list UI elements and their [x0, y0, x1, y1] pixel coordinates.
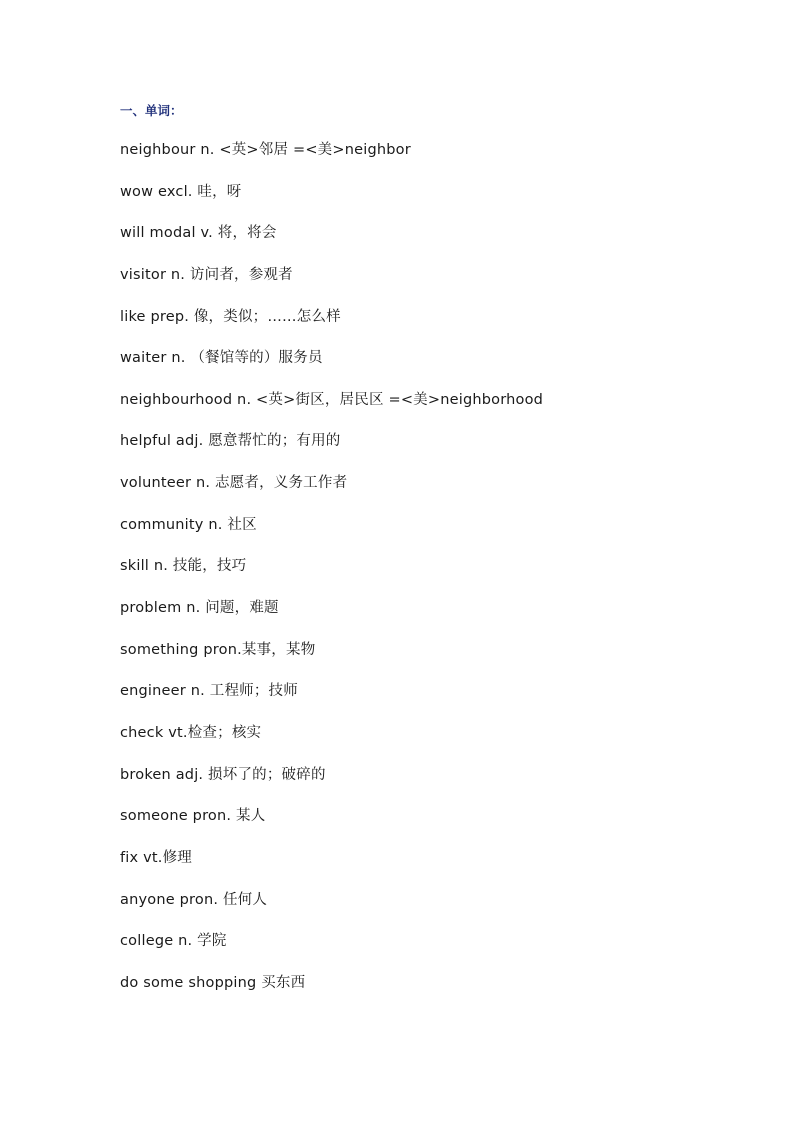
vocab-entry: college n. 学院	[120, 933, 227, 950]
vocab-entry: something pron.某事，某物	[120, 641, 316, 658]
vocab-entry: like prep. 像，类似；……怎么样	[120, 308, 341, 325]
vocab-entry: neighbour n. <英>邻居 =<美>neighbor	[120, 142, 411, 158]
vocab-entry: engineer n. 工程师；技师	[120, 683, 298, 700]
vocab-entry: someone pron. 某人	[120, 808, 266, 825]
vocabulary-list	[120, 140, 543, 1014]
vocab-entry: wow excl. 哇，呀	[120, 183, 242, 200]
vocab-entry: broken adj. 损坏了的；破碎的	[120, 766, 326, 783]
section-heading: 一、单词：	[120, 103, 183, 118]
vocab-entry: problem n. 问题，难题	[120, 600, 279, 617]
vocab-entry: do some shopping 买东西	[120, 974, 306, 991]
vocab-entry: skill n. 技能，技巧	[120, 558, 247, 575]
vocab-entry: will modal v. 将，将会	[120, 225, 277, 242]
vocab-entry: neighbourhood n. <英>街区，居民区 =<美>neighborhood	[120, 391, 544, 408]
vocab-entry: check vt.检查；核实	[120, 724, 262, 741]
vocab-entry: visitor n. 访问者，参观者	[120, 266, 293, 283]
vocab-entry: volunteer n. 志愿者，义务工作者	[120, 475, 348, 492]
vocab-entry: fix vt.修理	[120, 849, 192, 866]
vocab-entry: anyone pron. 任何人	[120, 891, 268, 908]
vocab-entry: helpful adj. 愿意帮忙的；有用的	[120, 433, 341, 450]
vocab-entry: waiter n. （餐馆等的）服务员	[120, 350, 323, 367]
vocab-entry: community n. 社区	[120, 516, 257, 533]
